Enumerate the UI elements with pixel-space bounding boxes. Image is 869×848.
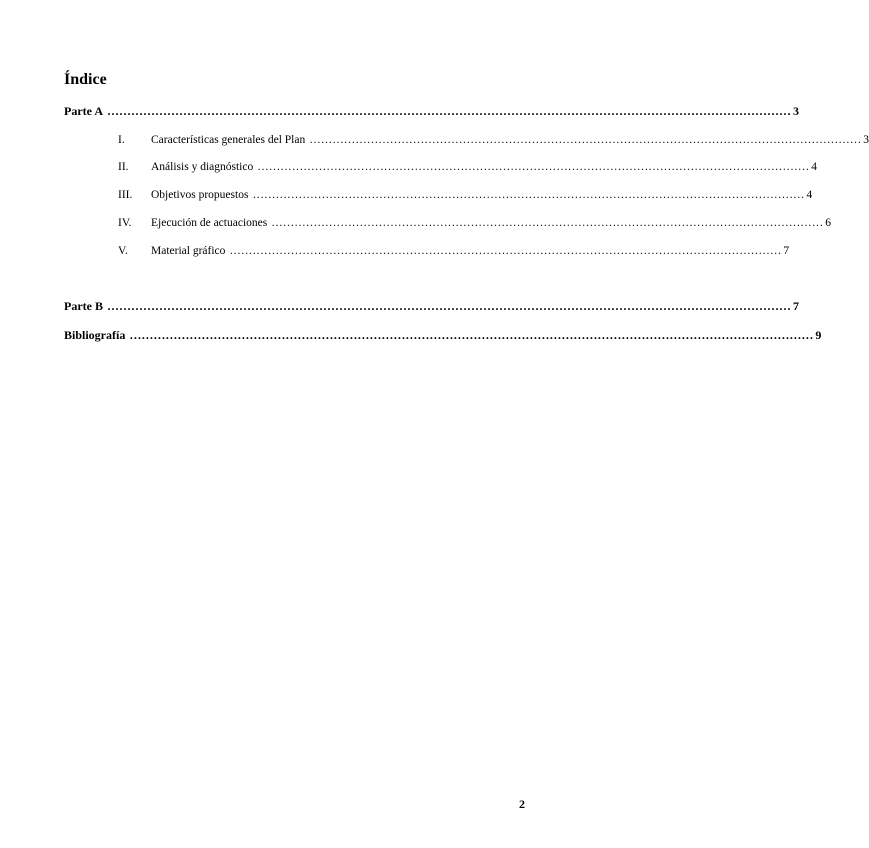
toc-entry-number: III. xyxy=(118,189,133,201)
toc-entry-page: 3 xyxy=(792,104,799,118)
toc-dot-leader: ……………………………………………………………………………………………………………………………… xyxy=(229,245,782,257)
toc-dot-leader: ……………………………………………………………………………………………………………………………… xyxy=(271,217,824,229)
toc-entry-label: Parte A xyxy=(64,104,103,118)
toc-entry-caracteristicas[interactable] xyxy=(118,132,869,148)
toc-entry-number: I. xyxy=(118,134,125,146)
toc-entry-analisis[interactable] xyxy=(118,159,817,175)
toc-title: Índice xyxy=(64,71,107,88)
toc-entry-page: 7 xyxy=(783,245,790,257)
toc-dot-leader: ……………………………………………………………………………………………………………………………… xyxy=(257,161,810,173)
toc-entry-label: Objetivos propuestos xyxy=(151,189,249,201)
toc-entry-page: 6 xyxy=(825,217,831,229)
toc-entry-label: Análisis y diagnóstico xyxy=(151,161,254,173)
toc-dot-leader: ……………………………………………………………………………………………………………………………………………………… xyxy=(129,328,814,342)
toc-entry-label: Características generales del Plan xyxy=(151,134,306,146)
toc-dot-leader: ……………………………………………………………………………………………………………………………… xyxy=(252,189,805,201)
page-number: 2 xyxy=(519,797,525,811)
toc-entry-material-grafico[interactable] xyxy=(118,243,790,259)
toc-entry-objetivos[interactable] xyxy=(118,187,813,203)
toc-entry-label: Bibliografía xyxy=(64,328,126,342)
toc-entry-bibliografia[interactable] xyxy=(64,327,822,343)
toc-entry-parte-b[interactable] xyxy=(64,298,799,314)
toc-entry-number: IV. xyxy=(118,217,132,229)
toc-entry-parte-a[interactable] xyxy=(64,103,799,119)
toc-entry-page: 4 xyxy=(811,161,817,173)
toc-entry-page: 7 xyxy=(792,299,799,313)
toc-entry-label: Ejecución de actuaciones xyxy=(151,217,268,229)
toc-entry-number: V. xyxy=(118,245,128,257)
toc-entry-ejecucion[interactable] xyxy=(118,215,831,231)
toc-entry-number: II. xyxy=(118,161,129,173)
toc-entry-page: 4 xyxy=(806,189,813,201)
toc-dot-leader: ……………………………………………………………………………………………………………………………… xyxy=(309,134,862,146)
toc-entry-page: 9 xyxy=(815,328,822,342)
toc-dot-leader: ……………………………………………………………………………………………………………………………………………………… xyxy=(106,299,791,313)
toc-entry-label: Material gráfico xyxy=(151,245,226,257)
toc-entry-page: 3 xyxy=(863,134,869,146)
toc-dot-leader: ……………………………………………………………………………………………………………………………………………………… xyxy=(106,104,791,118)
toc-entry-label: Parte B xyxy=(64,299,103,313)
